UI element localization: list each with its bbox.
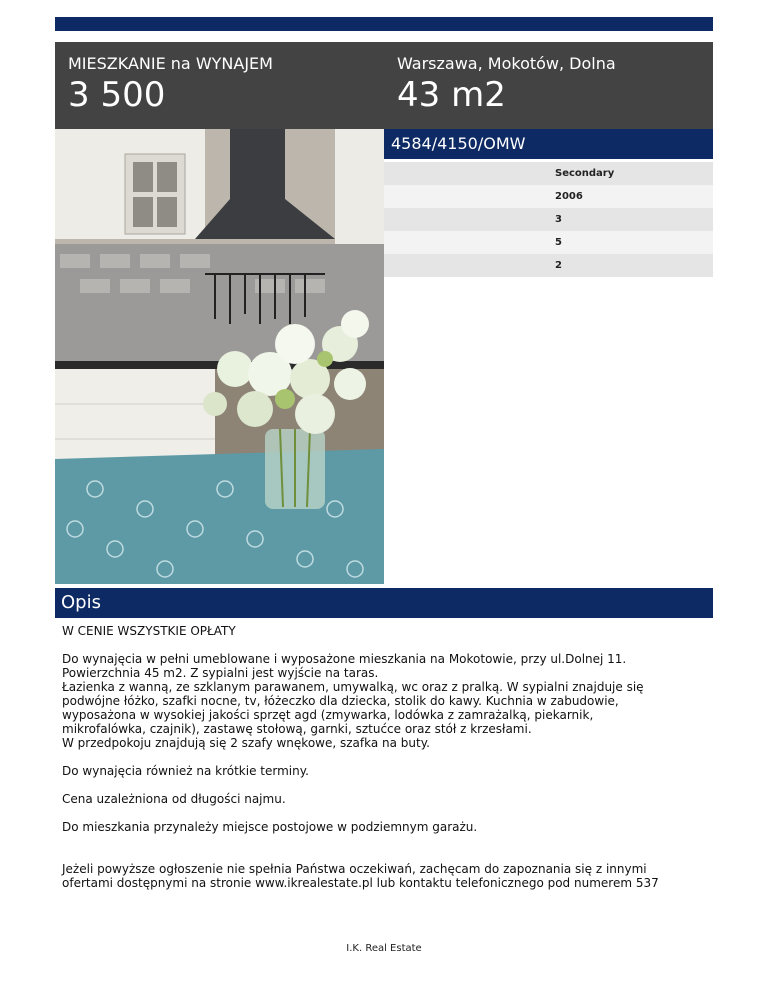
footer-company: I.K. Real Estate bbox=[346, 943, 422, 954]
description bbox=[62, 624, 707, 904]
reference-bar bbox=[384, 129, 713, 159]
description-paragraph: W CENIE WSZYSTKIE OPŁATY bbox=[62, 624, 236, 638]
description-paragraph: Do mieszkania przynależy miejsce postojowe w podziemnym garażu. bbox=[62, 820, 478, 834]
attribute-value: 2 bbox=[555, 260, 562, 271]
listing-header bbox=[55, 42, 713, 129]
listing-location: Warszawa, Mokotów, Dolna bbox=[397, 54, 616, 73]
reference-number: 4584/4150/OMW bbox=[391, 134, 526, 153]
listing-type: MIESZKANIE na WYNAJEM bbox=[68, 54, 273, 73]
attribute-value: 5 bbox=[555, 237, 562, 248]
listing-price: 3 500 bbox=[68, 75, 166, 115]
header-left bbox=[68, 55, 273, 115]
attribute-value: 3 bbox=[555, 214, 562, 225]
attributes-table bbox=[384, 162, 713, 277]
section-header bbox=[55, 588, 713, 618]
attribute-row bbox=[384, 208, 713, 231]
attribute-value: Secondary bbox=[555, 168, 615, 179]
listing-photo bbox=[55, 129, 384, 584]
attribute-value: 2006 bbox=[555, 191, 583, 202]
description-paragraph: Do wynajęcia również na krótkie terminy. bbox=[62, 764, 309, 778]
description-paragraph: Do wynajęcia w pełni umeblowane i wyposażone mieszkania na Mokotowie, przy ul.Dolnej 11. Powierzchnia 45 m2. Z sypialni jest wyjście na taras. Łazienka z wanną, ze szklanym parawanem, umywalką, wc oraz z pralką. W sypialni znajduje się podwójne łóżko, szafki nocne, tv, łóżeczko dla dziecka, stolik do kawy. Kuchnia w zabudowie, wyposażona w wysokiej jakości sprzęt agd (zmywarka, lodówka z zamrażalką, piekarnik, mikrofalówka, czajnik), zastawę stołową, garnki, sztućce oraz stół z krzesłami. W przedpokoju znajdują się 2 szafy wnękowe, szafka na buty. bbox=[62, 652, 644, 750]
description-paragraph: Jeżeli powyższe ogłoszenie nie spełnia Państwa oczekiwań, zachęcam do zapoznania się z innymi ofertami dostępnymi na stronie www.ikrealestate.pl lub kontaktu telefonicznego pod numerem 537 bbox=[62, 862, 659, 890]
listing-area: 43 m2 bbox=[397, 75, 506, 115]
header-right bbox=[397, 55, 616, 115]
attribute-row bbox=[384, 254, 713, 277]
section-title: Opis bbox=[61, 592, 101, 613]
attribute-row bbox=[384, 185, 713, 208]
description-paragraph: Cena uzależniona od długości najmu. bbox=[62, 792, 286, 806]
attribute-row bbox=[384, 231, 713, 254]
top-accent-bar bbox=[55, 17, 713, 31]
attribute-row bbox=[384, 162, 713, 185]
